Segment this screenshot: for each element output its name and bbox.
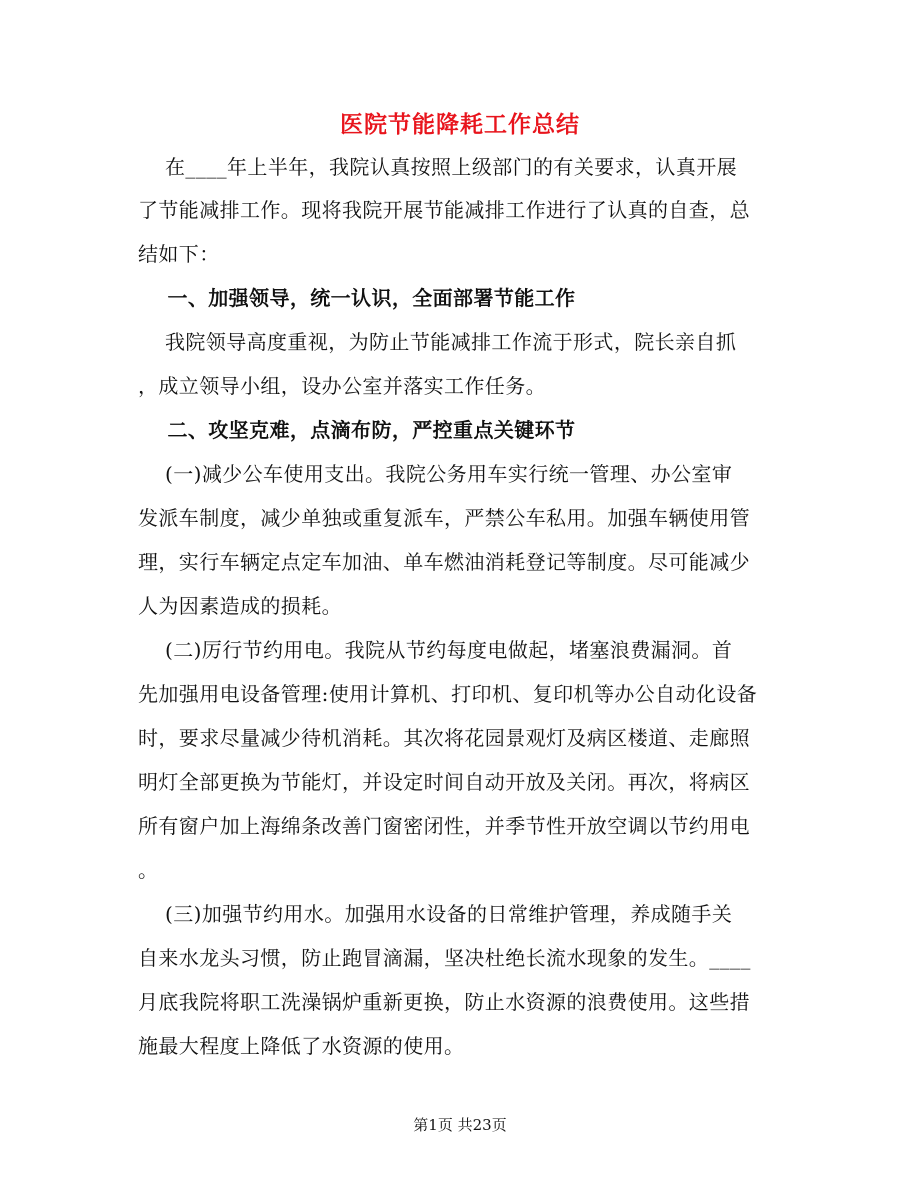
body-line: (二)厉行节约用电。我院从节约每度电做起，堵塞浪费漏洞。首 xyxy=(138,638,733,662)
body-line: ，成立领导小组，设办公室并落实工作任务。 xyxy=(138,374,546,398)
body-line: (一)减少公车使用支出。我院公务用车实行统一管理、办公室审 xyxy=(138,462,733,486)
body-line: 。 xyxy=(138,858,159,882)
body-line: 我院领导高度重视，为防止节能减排工作流于形式，院长亲自抓 xyxy=(138,330,737,354)
body-line: 人为因素造成的损耗。 xyxy=(138,594,342,618)
body-line: 了节能减排工作。现将我院开展节能减排工作进行了认真的自查，总 xyxy=(138,198,750,222)
body-line: (三)加强节约用水。加强用水设备的日常维护管理，养成随手关 xyxy=(138,902,733,926)
body-line: 时，要求尽量减少待机消耗。其次将花园景观灯及病区楼道、走廊照 xyxy=(138,726,750,750)
section-heading-2: 二、攻坚克难，点滴布防，严控重点关键环节 xyxy=(138,418,576,442)
body-line: 理，实行车辆定点定车加油、单车燃油消耗登记等制度。尽可能减少 xyxy=(138,550,750,574)
body-line: 所有窗户加上海绵条改善门窗密闭性，并季节性开放空调以节约用电 xyxy=(138,814,750,838)
body-line: 施最大程度上降低了水资源的使用。 xyxy=(138,1034,465,1058)
body-line: 先加强用电设备管理:使用计算机、打印机、复印机等办公自动化设备 xyxy=(138,682,758,706)
body-line: 结如下： xyxy=(138,242,220,266)
body-line: 月底我院将职工洗澡锅炉重新更换，防止水资源的浪费使用。这些措 xyxy=(138,990,750,1014)
body-line: 自来水龙头习惯，防止跑冒滴漏，坚决杜绝长流水现象的发生。____ xyxy=(138,946,751,970)
body-line: 在____年上半年，我院认真按照上级部门的有关要求，认真开展 xyxy=(138,155,738,179)
section-heading-1: 一、加强领导，统一认识，全面部署节能工作 xyxy=(138,286,576,310)
body-line: 明灯全部更换为节能灯，并设定时间自动开放及关闭。再次，将病区 xyxy=(138,770,750,794)
document-title: 医院节能降耗工作总结 xyxy=(340,111,580,138)
page-footer: 第1页 共23页 xyxy=(413,1116,507,1134)
body-line: 发派车制度，减少单独或重复派车，严禁公车私用。加强车辆使用管 xyxy=(138,506,750,530)
